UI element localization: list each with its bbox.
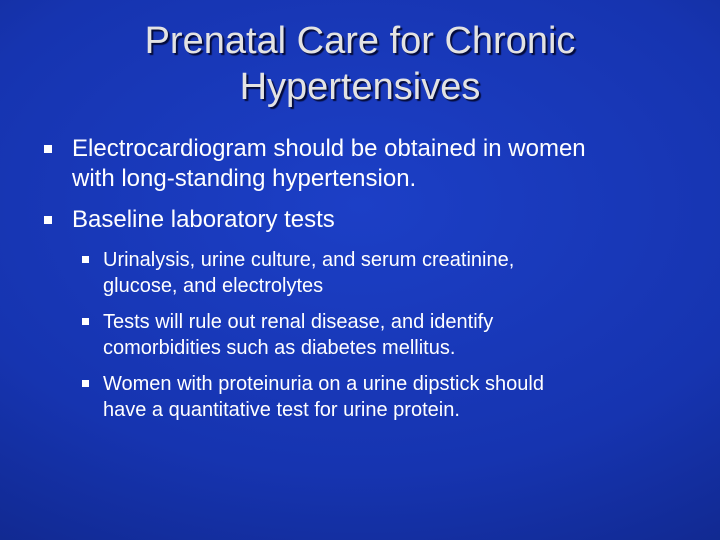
sub-bullet-text: Urinalysis, urine culture, and serum creatinine, glucose, and electrolytes	[103, 249, 515, 297]
square-bullet-icon	[44, 145, 52, 153]
square-bullet-icon	[82, 318, 89, 325]
bullet-text: Electrocardiogram should be obtained in women with long-standing hypertension.	[72, 135, 586, 192]
sub-bullet-text: Tests will rule out renal disease, and identify comorbidities such as diabetes mellitus.	[103, 311, 494, 359]
square-bullet-icon	[82, 256, 89, 263]
square-bullet-icon	[82, 380, 89, 387]
sub-bullet-text: Women with proteinuria on a urine dipstick should have a quantitative test for urine protein.	[103, 373, 544, 421]
bullet-text: Baseline laboratory tests	[72, 206, 335, 233]
slide-title	[60, 18, 660, 110]
title-line-2: Hypertensives	[239, 66, 481, 108]
square-bullet-icon	[44, 216, 52, 224]
title-line-1: Prenatal Care for Chronic	[144, 20, 576, 62]
